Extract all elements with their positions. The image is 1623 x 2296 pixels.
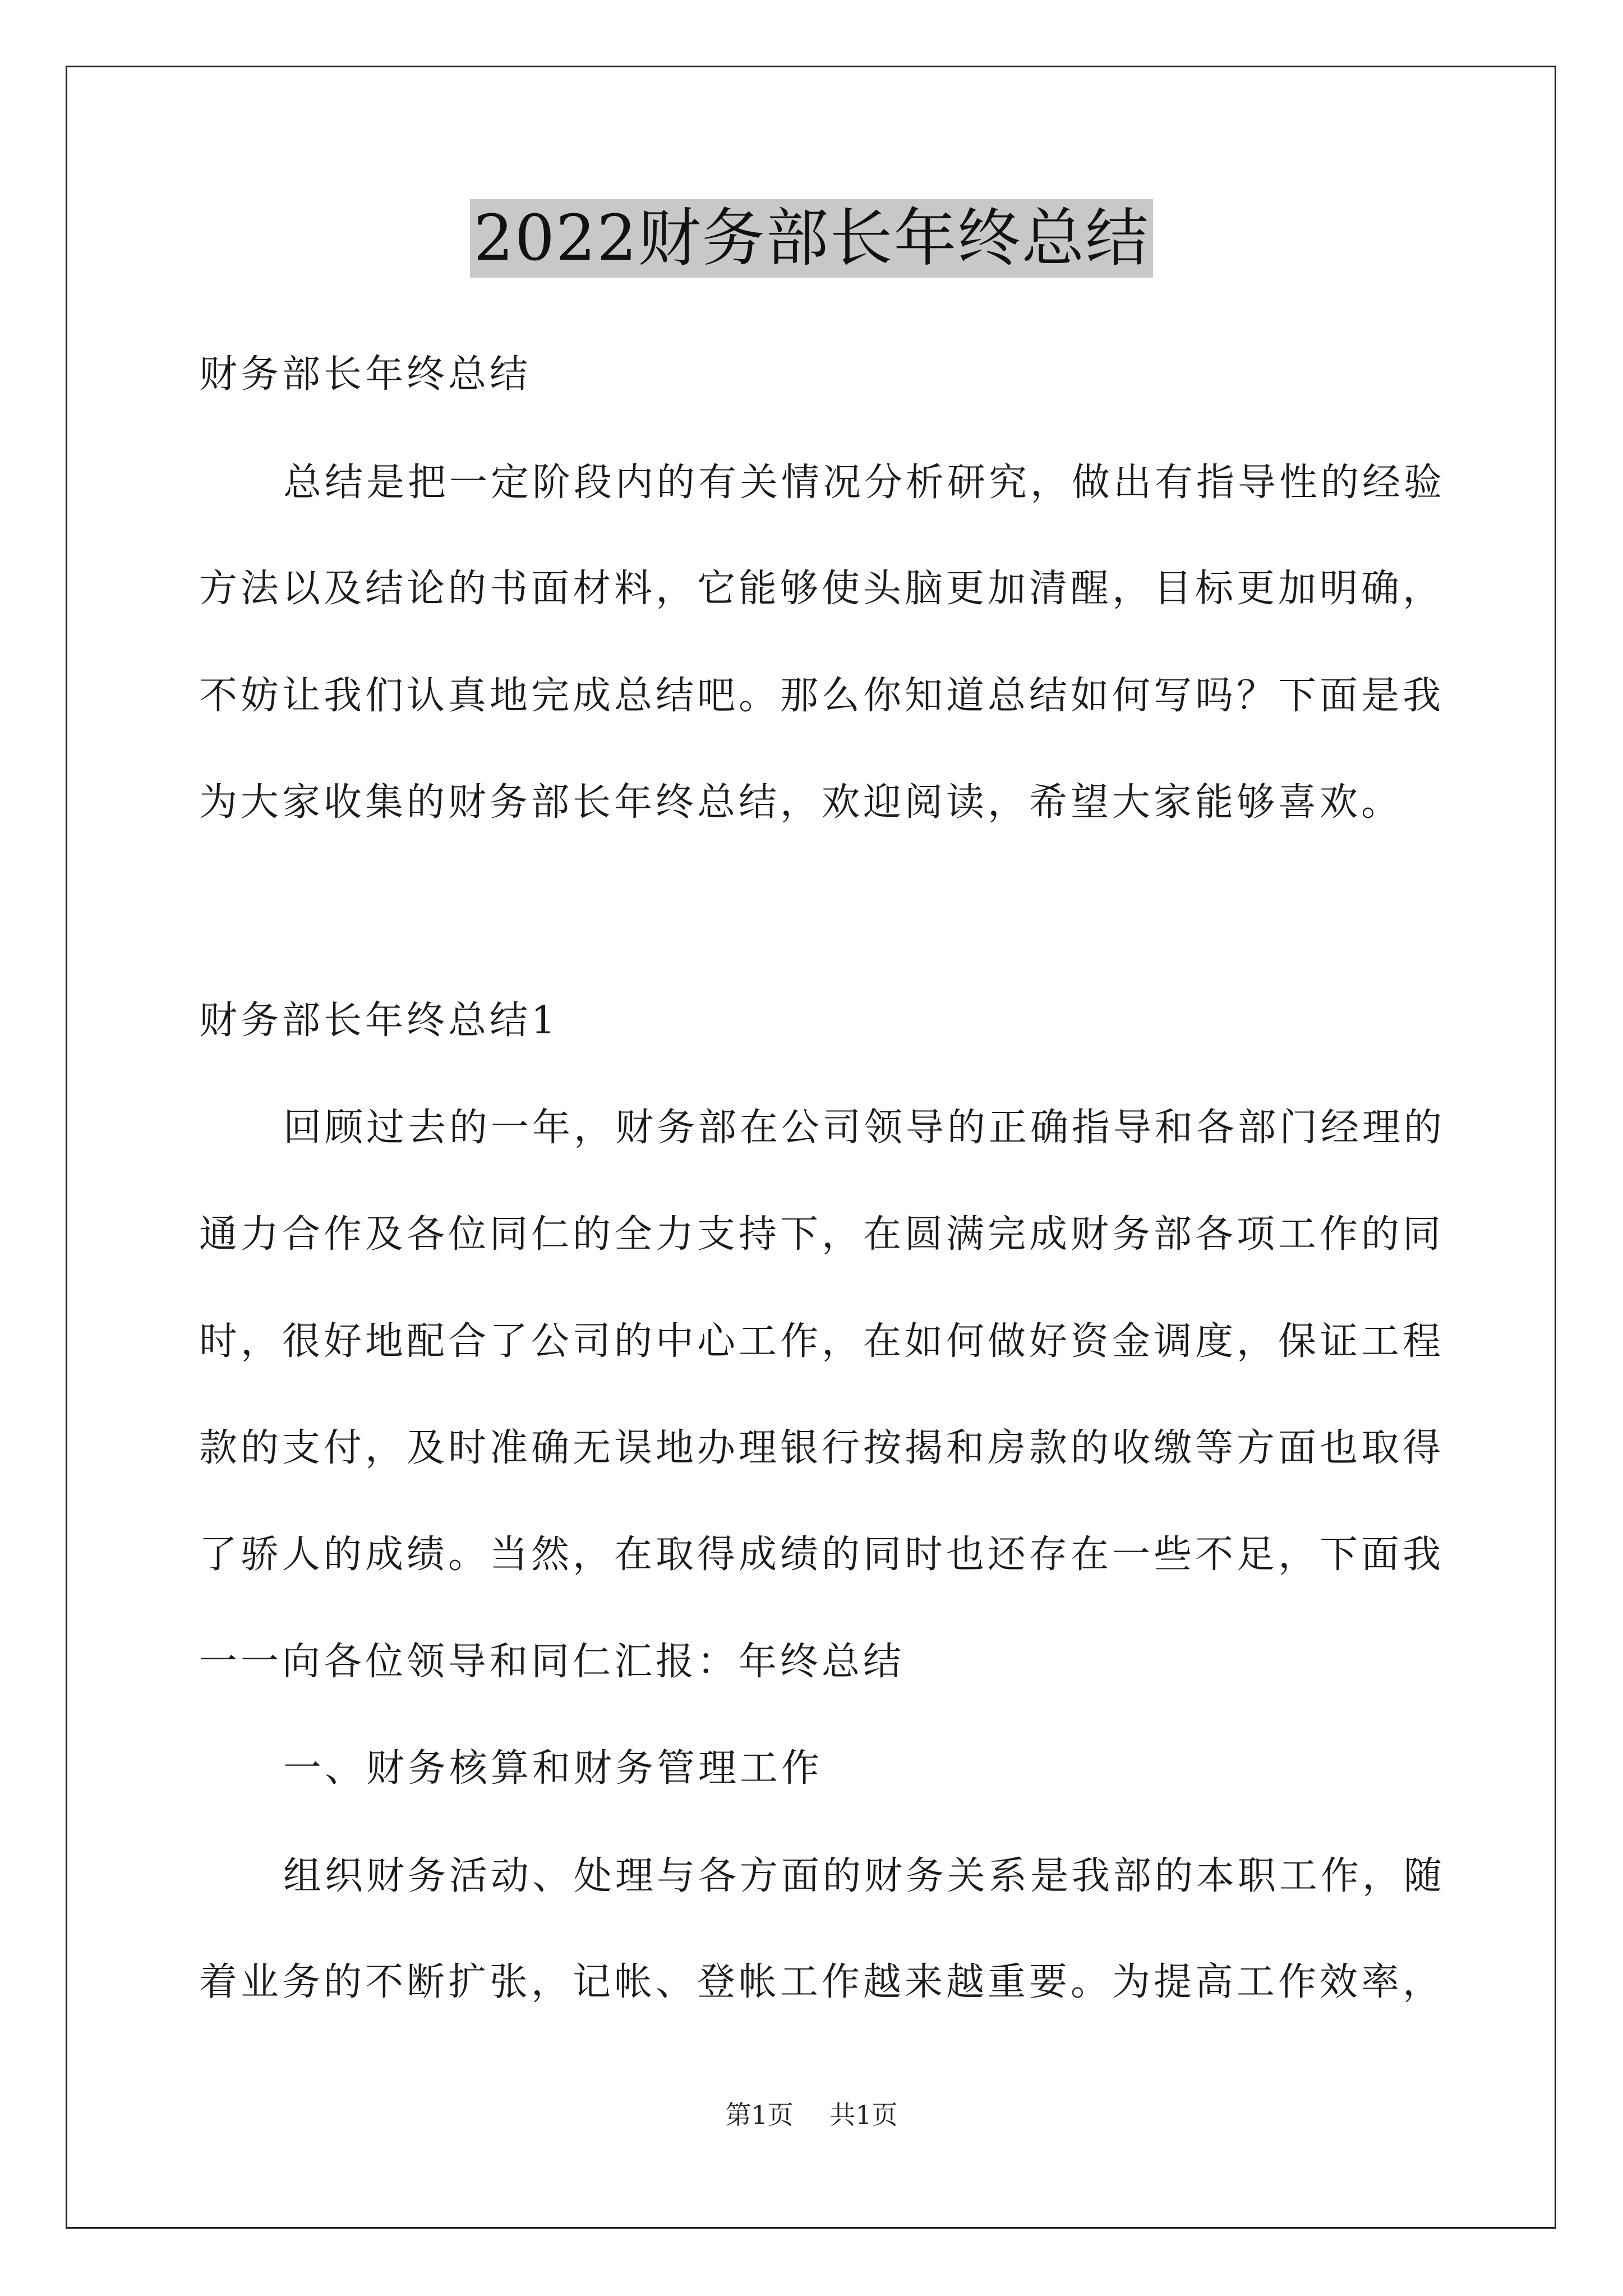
document-title: 2022财务部长年终总结 (470, 199, 1152, 278)
paragraph-line-5: 了骄人的成绩。当然，在取得成绩的同时也还存在一些不足，下面我 (199, 1533, 1445, 1577)
intro-line-3: 不妨让我们认真地完成总结吧。那么你知道总结如何写吗？下面是我 (199, 674, 1445, 718)
total-pages: 共1页 (829, 2100, 898, 2130)
paragraph-line-1: 回顾过去的一年，财务部在公司领导的正确指导和各部门经理的 (283, 1106, 1446, 1150)
title-container (0, 199, 1623, 278)
page-footer (0, 2098, 1623, 2132)
paragraph2-line-1: 组织财务活动、处理与各方面的财务关系是我部的本职工作，随 (283, 1854, 1446, 1898)
paragraph2-line-2: 着业务的不断扩张，记帐、登帐工作越来越重要。为提高工作效率， (199, 1960, 1445, 2004)
intro-line-1: 总结是把一定阶段内的有关情况分析研究，做出有指导性的经验 (283, 461, 1446, 505)
page-number: 第1页 (725, 2100, 794, 2130)
intro-line-4: 为大家收集的财务部长年终总结，欢迎阅读，希望大家能够喜欢。 (199, 780, 1403, 825)
intro-line-2: 方法以及结论的书面材料，它能够使头脑更加清醒，目标更加明确， (199, 567, 1445, 611)
section-heading: 一、财务核算和财务管理工作 (283, 1746, 823, 1791)
paragraph-line-2: 通力合作及各位同仁的全力支持下，在圆满完成财务部各项工作的同 (199, 1212, 1445, 1257)
paragraph-line-3: 时，很好地配合了公司的中心工作，在如何做好资金调度，保证工程 (199, 1319, 1445, 1364)
paragraph-line-4: 款的支付，及时准确无误地办理银行按揭和房款的收缴等方面也取得 (199, 1426, 1445, 1470)
section-title: 财务部长年终总结1 (199, 999, 559, 1043)
paragraph-line-6: 一一向各位领导和同仁汇报：年终总结 (199, 1640, 905, 1684)
subtitle: 财务部长年终总结 (199, 352, 532, 397)
